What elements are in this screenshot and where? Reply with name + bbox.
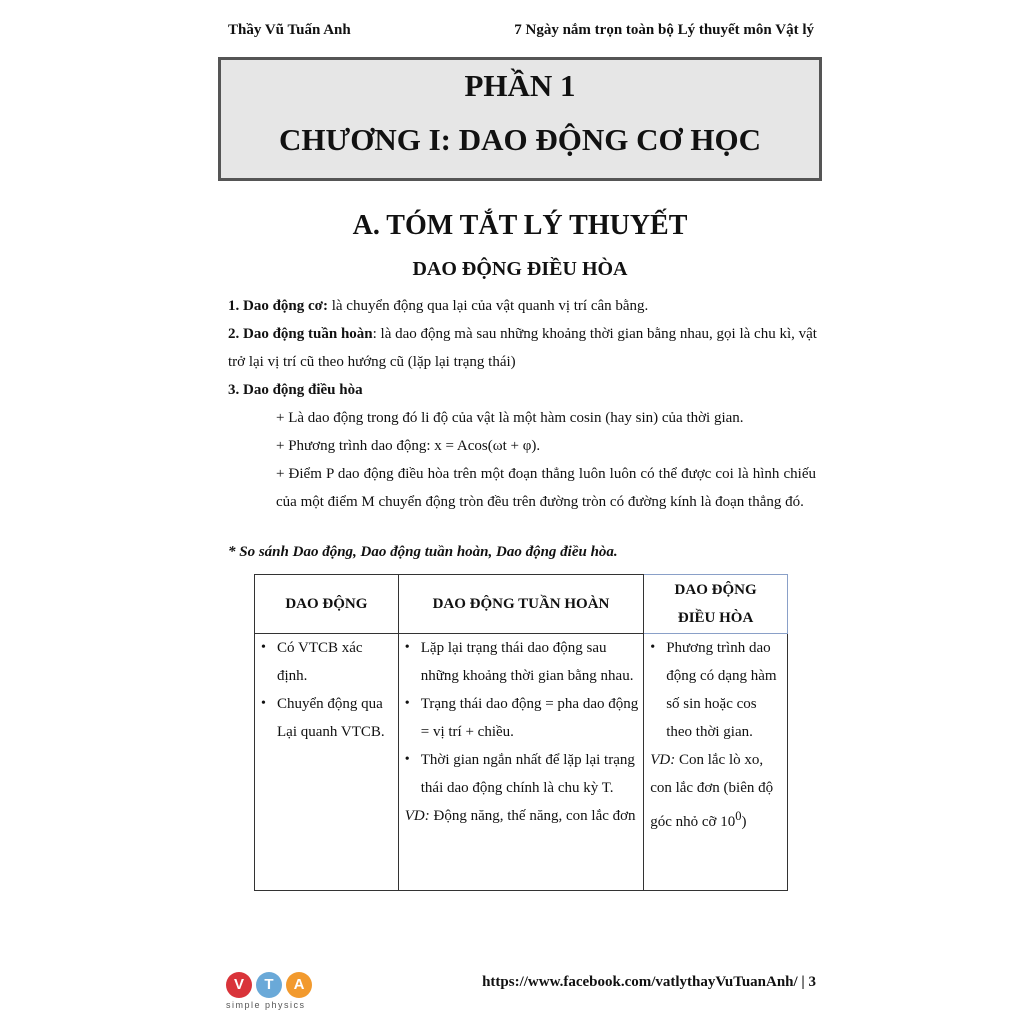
logo-letter-a: A: [286, 972, 312, 998]
footer-url-page: https://www.facebook.com/vatlythayVuTuanAnh/ | 3: [482, 974, 816, 990]
part-title: PHẦN 1: [464, 68, 576, 103]
definition-harmonic-oscillation: [228, 376, 818, 404]
example-label: VD:: [404, 808, 430, 824]
list-item: • Lặp lại trạng thái dao động sau những khoảng thời gian bằng nhau.: [405, 634, 639, 690]
logo-letter-t: T: [256, 972, 282, 998]
example-content: Con lắc lò xo, con lắc đơn (biên độ góc nhỏ cỡ 10: [650, 752, 774, 830]
definition-mechanical-oscillation: [228, 292, 818, 320]
table-header-row: [255, 575, 788, 634]
definition-periodic-oscillation: [228, 320, 818, 376]
header-line: ĐIỀU HÒA: [677, 610, 754, 626]
example-label: VD:: [650, 752, 676, 768]
header-author: Thầy Vũ Tuấn Anh: [228, 22, 351, 38]
list-item: • Thời gian ngắn nhất để lặp lại trạng thái dao động chính là chu kỳ T.: [405, 746, 639, 802]
vta-logo: [226, 972, 326, 1012]
list-item: • Có VTCB xác định.: [261, 634, 394, 690]
table-cell-periodic: [398, 634, 643, 891]
comparison-table: [254, 574, 788, 891]
section-title: A. TÓM TẮT LÝ THUYẾT: [352, 210, 688, 241]
example-content-end: ): [741, 814, 747, 830]
item-text: là chuyển động qua lại của vật quanh vị trí cân bằng.: [327, 298, 649, 314]
table-header-cell: DAO ĐỘNG: [255, 575, 399, 634]
harmonic-point: + Là dao động trong đó li độ của vật là một hàm cosin (hay sin) của thời gian.: [276, 410, 744, 426]
harmonic-point: + Điểm P dao động điều hòa trên một đoạn thẳng luôn luôn có thể được coi là hình chiếu của một điểm M chuyển động tròn đều trên đường tròn có đường kính là đoạn thẳng đó.: [276, 466, 816, 510]
list-item: • Chuyển động qua Lại quanh VTCB.: [261, 690, 394, 746]
example-text: [405, 802, 639, 830]
table-header-cell: [644, 575, 788, 634]
table-header-cell: DAO ĐỘNG TUẦN HOÀN: [398, 575, 643, 634]
header-line: DAO ĐỘNG: [674, 582, 757, 598]
logo-tagline: simple physics: [226, 1000, 306, 1010]
chapter-title: CHƯƠNG I: DAO ĐỘNG CƠ HỌC: [279, 122, 761, 157]
harmonic-point: + Phương trình dao động: x = Acos(ωt + φ).: [276, 438, 541, 454]
list-item: • Phương trình dao động có dạng hàm số sin hoặc cos theo thời gian.: [650, 634, 783, 746]
item-text: : là dao động mà sau những khoảng thời gian bằng nhau, gọi là chu kì, vật trở lại vị trí cũ theo hướng cũ (lặp lại trạng thái): [228, 326, 817, 370]
comparison-title: * So sánh Dao động, Dao động tuần hoàn, Dao động điều hòa.: [228, 544, 618, 560]
header-book-title: 7 Ngày nắm trọn toàn bộ Lý thuyết môn Vật lý: [514, 22, 814, 38]
degree-superscript: 0: [735, 809, 742, 823]
example-content: Động năng, thế năng, con lắc đơn: [429, 808, 636, 824]
chapter-title-box: [218, 57, 822, 181]
list-item: • Trạng thái dao động = pha dao động = vị trí + chiều.: [405, 690, 639, 746]
table-row: [255, 634, 788, 891]
example-text: [650, 746, 783, 836]
subsection-title: DAO ĐỘNG ĐIỀU HÒA: [412, 258, 628, 280]
item-label: 1. Dao động cơ:: [228, 298, 328, 314]
table-cell-oscillation: [255, 634, 399, 891]
table-cell-harmonic: [644, 634, 788, 891]
item-label: 2. Dao động tuần hoàn: [228, 326, 373, 342]
item-label: 3. Dao động điều hòa: [228, 382, 363, 398]
logo-letter-v: V: [226, 972, 252, 998]
